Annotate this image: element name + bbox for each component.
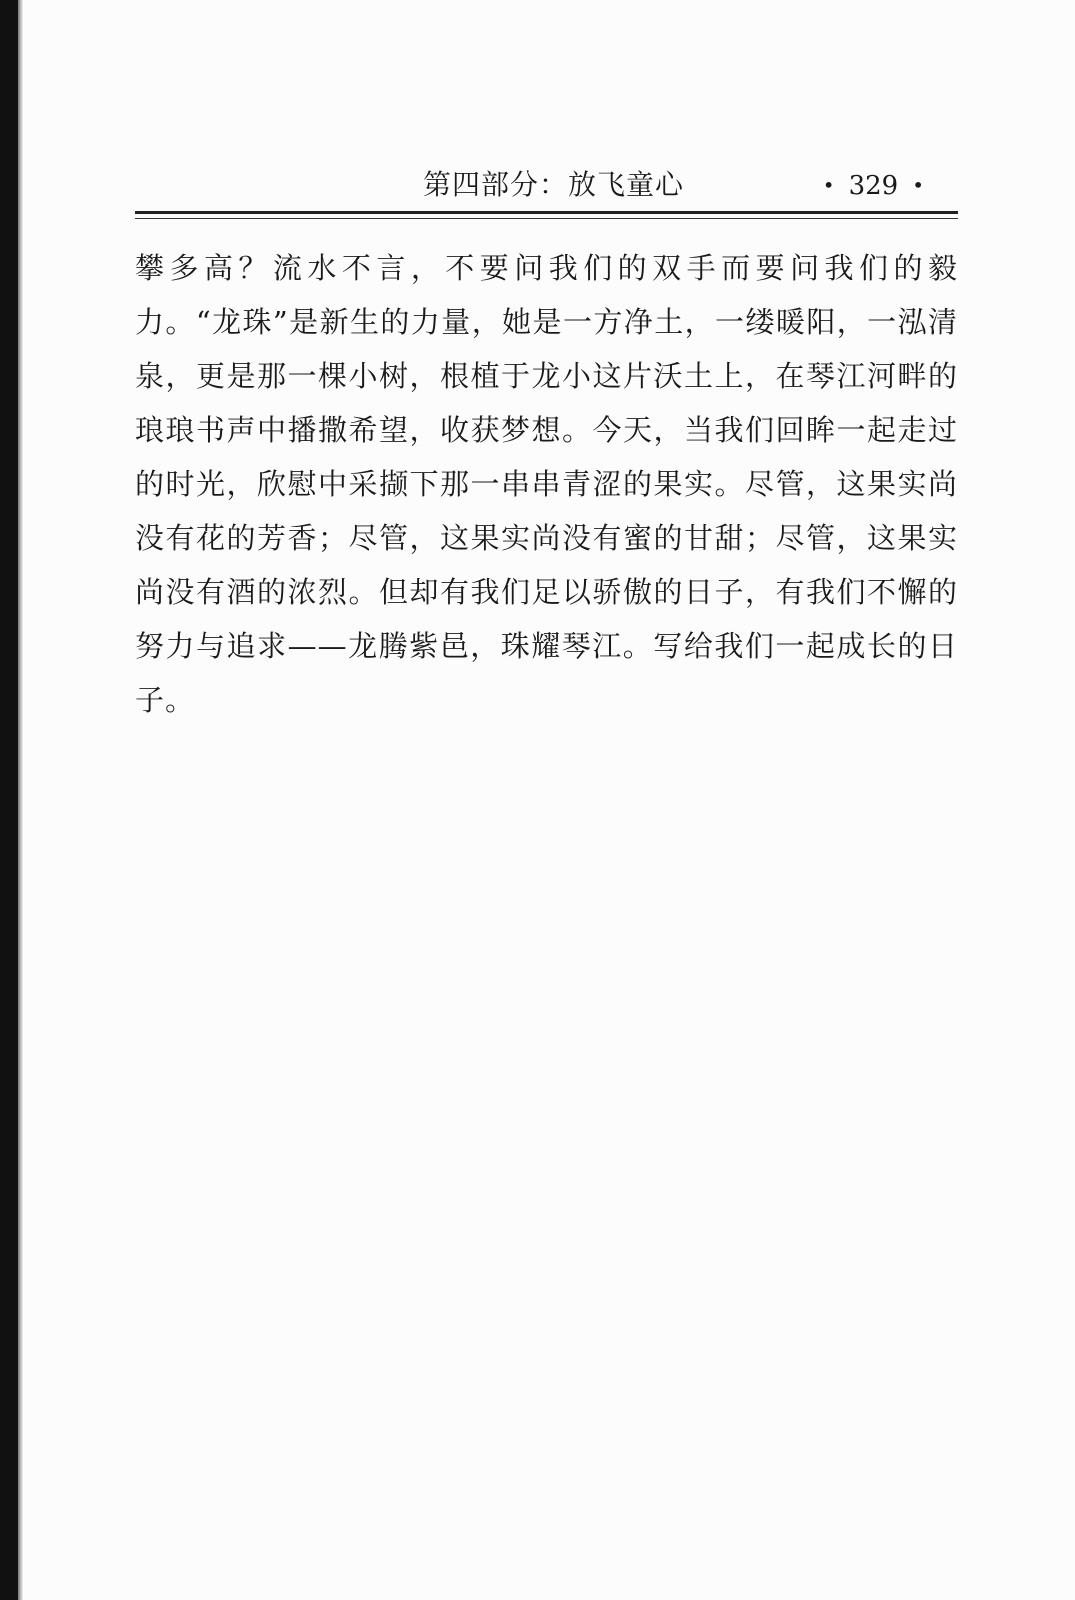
body-paragraph: 攀多高？流水不言，不要问我们的双手而要问我们的毅力。“龙珠”是新生的力量，她是一方净土，一缕暖阳，一泓清泉，更是那一棵小树，根植于龙小这片沃土上，在琴江河畔的琅琅书声中播撒希望，收获梦想。今天，当我们回眸一起走过的时光，欣慰中采撷下那一串串青涩的果实。尽管，这果实尚没有花的芳香；尽管，这果实尚没有蜜的甘甜；尽管，这果实尚没有酒的浓烈。但却有我们足以骄傲的日子，有我们不懈的努力与追求——龙腾紫邑，珠耀琴江。写给我们一起成长的日子。 — [135, 251, 958, 717]
header-rule-thick — [135, 211, 958, 214]
bullet-dot-left: • — [822, 173, 835, 197]
page-number: 329 — [848, 171, 899, 201]
scan-binding-edge — [0, 0, 18, 1600]
page-number-group — [809, 165, 938, 206]
header-rule-thin — [135, 218, 958, 219]
running-header — [135, 165, 958, 205]
scan-binding-shadow — [18, 0, 23, 1600]
bullet-dot-right: • — [912, 173, 924, 197]
section-title: 第四部分：放飞童心 — [423, 168, 685, 201]
